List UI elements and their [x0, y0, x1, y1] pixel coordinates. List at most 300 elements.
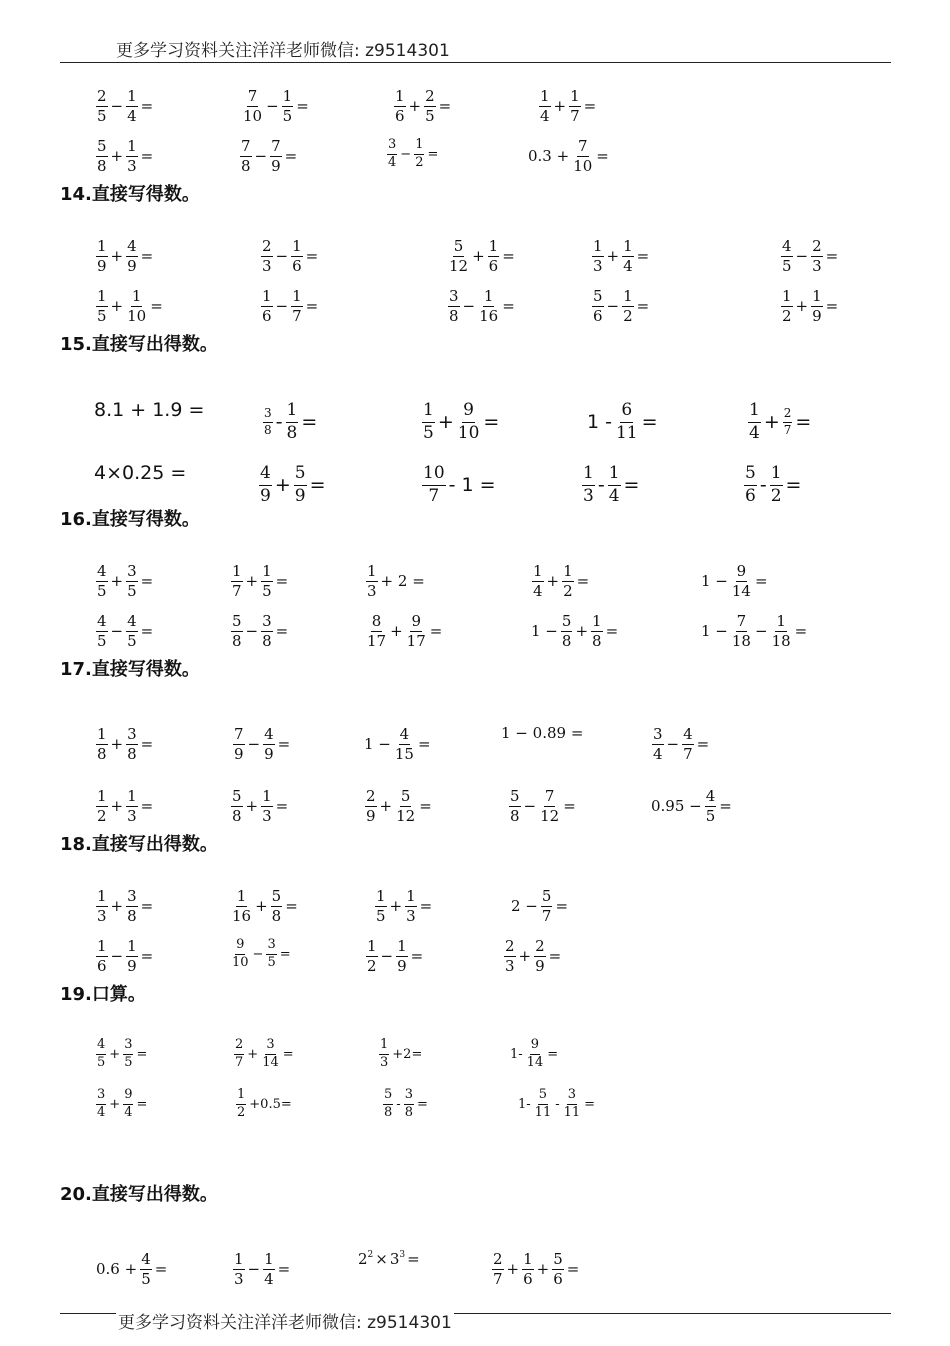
numerator: 10 [422, 464, 446, 486]
fraction [534, 938, 546, 976]
operator-text: = [150, 297, 163, 316]
denominator: 5 [97, 307, 107, 326]
operator-text: + [553, 97, 567, 116]
math-problem [229, 788, 289, 826]
power-term: $3^3$ [389, 1250, 406, 1268]
fraction [294, 464, 307, 506]
numerator: 1 [282, 88, 294, 107]
math-problem [363, 788, 433, 826]
operator-text: = [277, 1260, 291, 1279]
denominator: 18 [771, 632, 791, 651]
denominator: 2 [623, 307, 633, 326]
denominator: 7 [232, 582, 242, 601]
math-problem [231, 1251, 291, 1289]
math-problem [259, 238, 319, 276]
math-problem [420, 401, 500, 443]
fraction [682, 726, 694, 764]
operator-text: = [275, 797, 289, 816]
numerator: 1 [781, 288, 793, 307]
fraction [405, 888, 417, 926]
numerator: 4 [682, 726, 694, 745]
numerator: 8 [371, 613, 383, 632]
denominator: 9 [97, 257, 107, 276]
fraction [234, 1038, 244, 1071]
operator-text: 1 − [364, 735, 391, 754]
operator-text: − [606, 297, 620, 316]
math-problem [231, 726, 291, 764]
denominator: 5 [705, 807, 716, 826]
math-problem [517, 1088, 596, 1121]
math-problem [232, 1038, 295, 1071]
math-problem [779, 288, 839, 326]
numerator: 1 [126, 138, 138, 157]
operator-text: = [140, 97, 154, 116]
fraction [783, 407, 793, 438]
operator-text: + [110, 735, 124, 754]
operator-text: = [555, 897, 569, 916]
numerator: 5 [400, 788, 412, 807]
math-problem [94, 613, 154, 651]
fraction [414, 138, 424, 171]
numerator: 2 [96, 88, 108, 107]
operator-text: − [462, 297, 476, 316]
operator-text: 1 − 0.89 = [501, 724, 584, 742]
fraction [552, 1251, 564, 1289]
operator-text: + [546, 572, 560, 591]
operator-text: − [754, 622, 768, 641]
numerator: 9 [123, 1088, 133, 1105]
fraction [509, 788, 521, 826]
math-problem [364, 613, 443, 651]
fraction [457, 401, 481, 443]
numerator: 3 [126, 888, 138, 907]
denominator: 2 [415, 154, 424, 170]
math-problem [94, 1038, 148, 1071]
operator-text: = [305, 247, 319, 266]
denominator: 3 [583, 485, 594, 506]
exponent: 2 [367, 1250, 374, 1260]
numerator: 4 [96, 1038, 106, 1055]
numerator: 1 [96, 888, 108, 907]
math-problem [94, 788, 154, 826]
fraction [96, 1038, 106, 1071]
numerator: 2 [234, 1038, 244, 1055]
math-problem [94, 938, 154, 976]
numerator: 1 [562, 563, 574, 582]
numerator: 3 [265, 1038, 275, 1055]
fraction [233, 726, 245, 764]
numerator: 3 [123, 1038, 133, 1055]
math-problem [420, 464, 497, 506]
fraction [396, 938, 408, 976]
section-title-20: 20.直接写出得数。 [60, 1184, 218, 1205]
operator-text: + [245, 572, 259, 591]
denominator: 6 [488, 257, 499, 276]
math-problem [527, 138, 610, 176]
numerator: 4 [96, 563, 108, 582]
math-problem [377, 1038, 423, 1071]
fraction [731, 563, 752, 601]
operator-text: = [795, 410, 812, 433]
math-problem [502, 938, 562, 976]
denominator: 3 [127, 807, 137, 826]
operator-text: = [301, 410, 318, 433]
operator-text: = [566, 1260, 580, 1279]
denominator: 4 [749, 422, 760, 443]
fraction [383, 1088, 393, 1121]
numerator: 5 [561, 613, 573, 632]
fraction [622, 238, 634, 276]
operator-text: 1 − [701, 622, 728, 641]
operator-text: 8.1 + 1.9 = [94, 399, 205, 421]
denominator: 3 [262, 807, 272, 826]
denominator: 10 [573, 157, 593, 176]
operator-text: = [719, 797, 732, 816]
operator-text: 4×0.25 = [94, 462, 187, 484]
denominator: 3 [367, 582, 377, 601]
denominator: 11 [534, 1104, 552, 1120]
operator-text: +2= [392, 1046, 423, 1062]
operator-text: + [536, 1260, 550, 1279]
operator-text: − [110, 947, 124, 966]
denominator: 3 [97, 907, 107, 926]
denominator: 10 [457, 422, 480, 443]
operator-text: − [252, 946, 264, 962]
numerator: 9 [235, 938, 245, 955]
numerator: 9 [530, 1038, 540, 1055]
fraction [582, 464, 595, 506]
denominator: 3 [505, 957, 515, 976]
numerator: 1 [622, 288, 634, 307]
numerator: 1 [236, 888, 248, 907]
operator-text: 0.95 − [651, 797, 702, 816]
operator-text: − [795, 247, 809, 266]
operator-text: × [375, 1249, 388, 1268]
numerator: 1 [286, 401, 299, 423]
fraction [539, 88, 551, 126]
operator-text: = [584, 1096, 596, 1112]
numerator: 5 [294, 464, 307, 486]
section-title-18: 18.直接写出得数。 [60, 834, 218, 855]
operator-text: = [285, 897, 298, 916]
operator-text: + [518, 947, 532, 966]
numerator: 1 [291, 238, 303, 257]
operator-text: = [596, 147, 609, 166]
math-problem [364, 563, 426, 601]
operator-text: - [275, 410, 283, 433]
denominator: 8 [232, 807, 242, 826]
operator-text: 1 − [701, 572, 728, 591]
math-problem [93, 464, 187, 483]
numerator: 1 [582, 464, 595, 486]
math-problem [446, 288, 516, 326]
fraction [126, 238, 138, 276]
fraction [539, 788, 560, 826]
math-problem [257, 464, 327, 506]
denominator: 5 [423, 422, 434, 443]
fraction [404, 1088, 414, 1121]
operator-text: + [389, 897, 403, 916]
denominator: 6 [523, 1270, 533, 1289]
denominator: 8 [510, 807, 520, 826]
operator-text: = [407, 1249, 420, 1268]
header-rule [60, 62, 891, 63]
numerator: 1 [394, 88, 406, 107]
section-title-15: 15.直接写出得数。 [60, 334, 218, 355]
fraction [592, 288, 604, 326]
fraction [261, 788, 273, 826]
numerator: 9 [736, 563, 748, 582]
math-problem [234, 1088, 293, 1121]
fraction [231, 563, 243, 601]
fraction [240, 138, 252, 176]
operator-text: = [438, 97, 452, 116]
denominator: 3 [593, 257, 603, 276]
fraction [96, 938, 108, 976]
operator-text: − [247, 1260, 261, 1279]
fraction [96, 726, 108, 764]
numerator: 5 [271, 888, 283, 907]
numerator: 1 [366, 563, 378, 582]
numerator: 3 [404, 1088, 414, 1105]
numerator: 1 [375, 888, 387, 907]
numerator: 4 [399, 726, 411, 745]
fraction [263, 407, 273, 438]
operator-text: + [606, 247, 620, 266]
fraction [365, 788, 377, 826]
fraction [126, 288, 147, 326]
denominator: 16 [479, 307, 499, 326]
operator-text: − [254, 147, 268, 166]
page-footer: 更多学习资料关注洋洋老师微信: z9514301 [116, 1308, 454, 1333]
operator-text: = [502, 247, 515, 266]
denominator: 5 [141, 1270, 151, 1289]
fraction [811, 238, 823, 276]
operator-text: 1- [518, 1096, 531, 1112]
denominator: 8 [404, 1104, 413, 1120]
fraction [591, 613, 603, 651]
numerator: 1 [591, 613, 603, 632]
denominator: 9 [366, 807, 376, 826]
fraction [126, 88, 138, 126]
fraction [123, 1038, 133, 1071]
fraction [541, 888, 553, 926]
numerator: 7 [233, 726, 245, 745]
denominator: 9 [271, 157, 281, 176]
section-title-16: 16.直接写得数。 [60, 509, 200, 530]
power-term: $2^2$ [358, 1250, 374, 1268]
denominator: 5 [97, 632, 107, 651]
denominator: 9 [397, 957, 407, 976]
operator-text: + [110, 297, 124, 316]
denominator: 6 [593, 307, 603, 326]
operator-text: = [641, 410, 658, 433]
math-problem [229, 563, 289, 601]
fraction [532, 563, 544, 601]
operator-text: = [427, 146, 439, 162]
fraction [422, 401, 435, 443]
denominator: 7 [541, 907, 552, 926]
numerator: 1 [126, 88, 138, 107]
denominator: 4 [124, 1104, 133, 1120]
denominator: 9 [535, 957, 545, 976]
operator-text: = [623, 473, 640, 496]
operator-text: 1 - [587, 410, 612, 433]
operator-text: = [583, 97, 597, 116]
numerator: 9 [410, 613, 422, 632]
operator-text: = [154, 1260, 168, 1279]
operator-text: − [275, 247, 289, 266]
numerator: 1 [96, 788, 108, 807]
fraction [286, 401, 299, 443]
math-problem [537, 88, 597, 126]
operator-text: = [140, 947, 154, 966]
denominator: 2 [782, 307, 792, 326]
operator-text: − [523, 797, 537, 816]
operator-text: = [140, 735, 154, 754]
numerator: 1 [231, 563, 243, 582]
math-problem [590, 238, 650, 276]
operator-text: + [408, 97, 422, 116]
math-problem [507, 788, 577, 826]
numerator: 1 [233, 1251, 245, 1270]
operator-text: = [483, 410, 500, 433]
denominator: 4 [608, 485, 620, 506]
denominator: 8 [241, 157, 251, 176]
fraction [563, 1088, 582, 1121]
fraction [771, 613, 792, 651]
fraction [652, 726, 664, 764]
operator-text: + [437, 410, 454, 433]
fraction [96, 888, 108, 926]
fraction [96, 1088, 106, 1121]
denominator: 5 [127, 632, 137, 651]
fraction [242, 88, 263, 126]
numerator: 5 [552, 1251, 564, 1270]
numerator: 2 [492, 1251, 504, 1270]
denominator: 8 [262, 632, 272, 651]
numerator: 1 [414, 138, 424, 155]
operator-text: + [110, 797, 124, 816]
operator-text: − [266, 97, 279, 116]
numerator: 1 [532, 563, 544, 582]
fraction [96, 563, 108, 601]
numerator: 7 [544, 788, 556, 807]
operator-text: = [419, 797, 432, 816]
denominator: 5 [267, 954, 276, 970]
operator-text: +0.5= [249, 1096, 292, 1112]
denominator: 4 [388, 154, 397, 170]
numerator: 1 [126, 938, 138, 957]
operator-text: + [110, 897, 124, 916]
fraction [569, 88, 581, 126]
fraction [622, 288, 634, 326]
numerator: 4 [140, 1251, 152, 1270]
numerator: 3 [96, 1088, 106, 1105]
denominator: 8 [97, 745, 107, 764]
math-problem [385, 138, 439, 171]
numerator: 2 [504, 938, 516, 957]
fraction [126, 938, 138, 976]
denominator: 6 [395, 107, 405, 126]
denominator: 8 [449, 307, 459, 326]
numerator: 5 [541, 888, 553, 907]
operator-text: = [502, 297, 515, 316]
operator-text: = [140, 147, 154, 166]
fraction [123, 1088, 133, 1121]
math-problem [530, 563, 590, 601]
denominator: 5 [127, 582, 137, 601]
operator-text: = [305, 297, 319, 316]
numerator: 3 [652, 726, 664, 745]
fraction [478, 288, 499, 326]
fraction [534, 1088, 553, 1121]
numerator: 5 [453, 238, 465, 257]
math-problem [357, 1251, 421, 1267]
operator-text: − [245, 622, 259, 641]
numerator: 6 [620, 401, 633, 423]
operator-text: + [390, 622, 403, 641]
numerator: 1 [539, 88, 551, 107]
numerator: 1 [569, 88, 581, 107]
math-problem [446, 238, 516, 276]
fraction [366, 938, 378, 976]
numerator: 1 [96, 288, 108, 307]
fraction [291, 288, 303, 326]
fraction [96, 288, 108, 326]
operator-text: - [555, 1096, 560, 1112]
fraction [608, 464, 621, 506]
fraction [744, 464, 757, 506]
fraction [562, 563, 574, 601]
fraction [259, 464, 272, 506]
denominator: 2 [237, 1104, 246, 1120]
math-problem [742, 464, 802, 506]
numerator: 1 [126, 788, 138, 807]
numerator: 2 [534, 938, 546, 957]
operator-text: + [245, 797, 259, 816]
denominator: 7 [235, 1054, 244, 1070]
fraction [379, 1038, 389, 1071]
operator-text: = [825, 297, 839, 316]
numerator: 5 [538, 1088, 548, 1105]
numerator: 5 [592, 288, 604, 307]
math-problem [229, 613, 289, 651]
denominator: 3 [262, 257, 272, 276]
denominator: 15 [394, 745, 414, 764]
denominator: 5 [782, 257, 792, 276]
fraction [492, 1251, 504, 1289]
denominator: 5 [97, 107, 107, 126]
denominator: 9 [812, 307, 822, 326]
numerator: 2 [424, 88, 436, 107]
operator-text: = [140, 572, 154, 591]
fraction [504, 938, 516, 976]
section-title-14: 14.直接写得数。 [60, 184, 200, 205]
numerator: 1 [131, 288, 143, 307]
denominator: 17 [406, 632, 426, 651]
denominator: 7 [493, 1270, 503, 1289]
operator-text: + [506, 1260, 520, 1279]
operator-text: + [795, 297, 809, 316]
fraction [231, 888, 252, 926]
fraction [572, 138, 593, 176]
numerator: 7 [247, 88, 259, 107]
denominator: 8 [384, 1104, 393, 1120]
math-problem [238, 138, 298, 176]
fraction [422, 464, 446, 506]
denominator: 5 [124, 1054, 133, 1070]
